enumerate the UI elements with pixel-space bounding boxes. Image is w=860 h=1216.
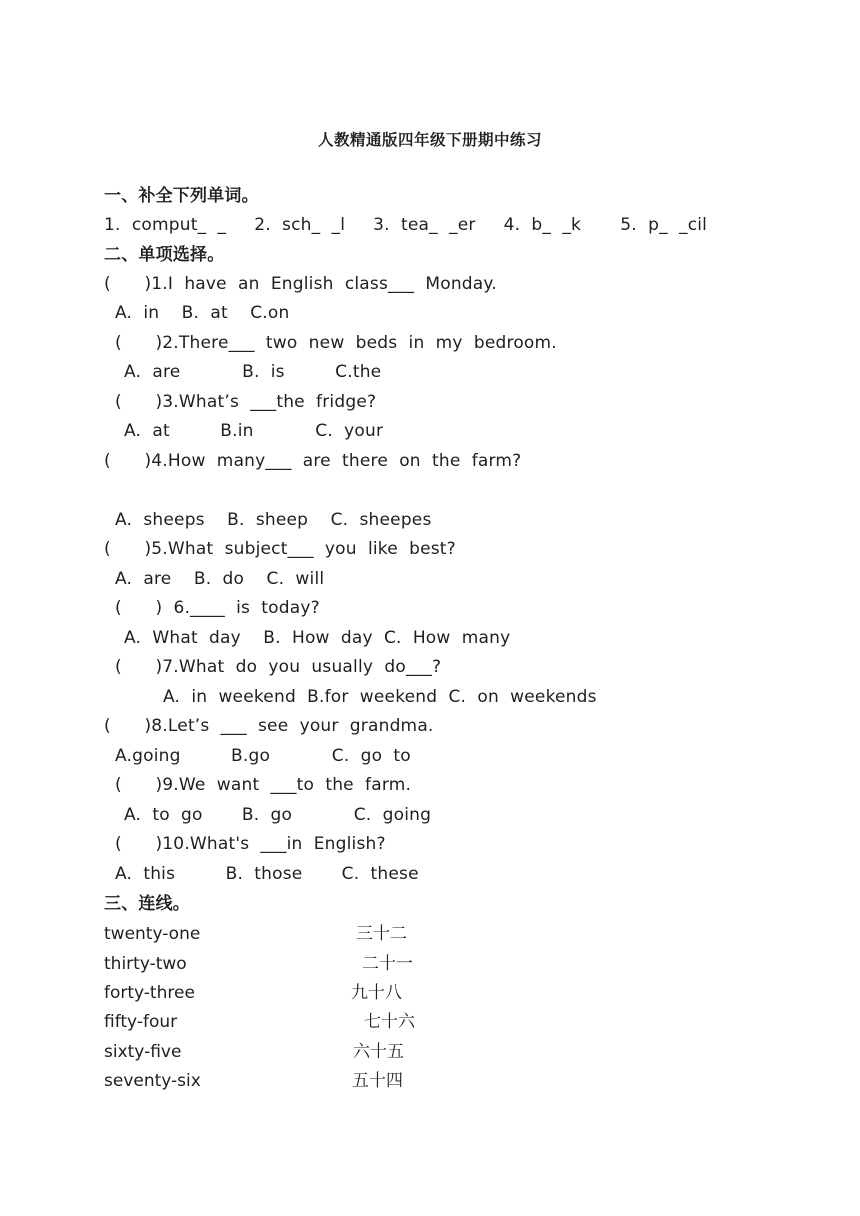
question-1: ( )1.I have an English class___ Monday. [104,274,497,294]
match-left-item: seventy-six [104,1071,201,1091]
question-6-options: A. What day B. How day C. How many [124,628,511,648]
match-right-item: 六十五 [353,1042,404,1062]
question-5-options: A. are B. do C. will [115,569,325,589]
match-left-item: thirty-two [104,954,187,974]
question-4-options: A. sheeps B. sheep C. sheepes [115,510,432,530]
match-left-item: forty-three [104,983,195,1003]
question-10: ( )10.What's ___in English? [115,834,386,854]
match-right-item: 九十八 [351,983,402,1003]
match-right-item: 二十一 [362,954,413,974]
match-left-item: twenty-one [104,924,201,944]
question-2-options: A. are B. is C.the [124,362,382,382]
question-7-options: A. in weekend B.for weekend C. on weekends [163,687,597,707]
question-8-options: A.going B.go C. go to [115,746,411,766]
match-left-item: fifty-four [104,1012,178,1032]
question-8: ( )8.Let’s ___ see your grandma. [104,716,434,736]
page-title: 人教精通版四年级下册期中练习 [317,131,542,149]
question-2: ( )2.There___ two new beds in my bedroom. [115,333,557,353]
match-right-item: 五十四 [352,1071,403,1091]
section1-heading: 一、补全下列单词。 [104,186,259,206]
section3-heading: 三、连线。 [104,894,190,914]
match-right-item: 七十六 [364,1012,415,1032]
question-7: ( )7.What do you usually do___? [115,657,442,677]
question-3: ( )3.What’s ___the fridge? [115,392,377,412]
question-4: ( )4.How many___ are there on the farm? [104,451,522,471]
section2-heading: 二、单项选择。 [104,245,225,265]
question-1-options: A. in B. at C.on [115,303,290,323]
question-6: ( ) 6.____ is today? [115,598,320,618]
section1-word-items: 1. comput_ _ 2. sch_ _l 3. tea_ _er 4. b_ _k 5. p_ _cil [104,215,708,235]
question-5: ( )5.What subject___ you like best? [104,539,456,559]
match-left-item: sixty-five [104,1042,182,1062]
question-3-options: A. at B.in C. your [124,421,384,441]
match-right-item: 三十二 [356,924,407,944]
question-10-options: A. this B. those C. these [115,864,419,884]
question-9: ( )9.We want ___to the farm. [115,775,412,795]
question-9-options: A. to go B. go C. going [124,805,432,825]
